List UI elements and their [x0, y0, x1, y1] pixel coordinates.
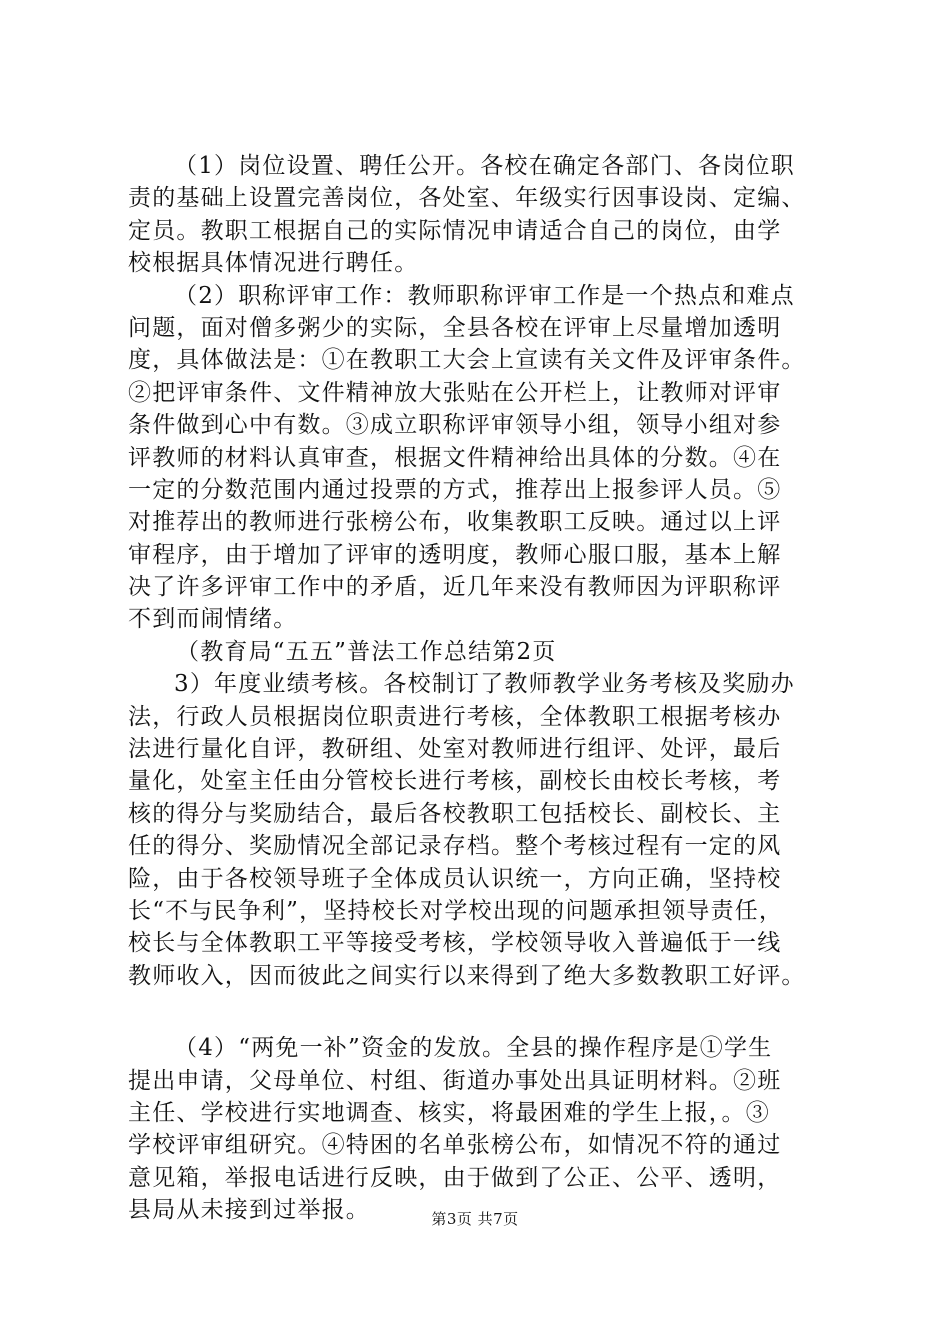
paragraph-line: 长“不与民争利”，坚持校长对学校出现的问题承担领导责任， [128, 897, 784, 924]
paragraph-subsidy-distribution [128, 1032, 844, 1226]
paragraph-line: 核的得分与奖励结合，最后各校教职工包括校长、副校长、主 [128, 800, 782, 827]
paragraph-line: 学校评审组研究。④特困的名单张榜公布，如情况不符的通过 [128, 1132, 782, 1159]
paragraph-line: 3）年度业绩考核。各校制订了教师教学业务考核及奖励办 [174, 671, 795, 698]
document-body [128, 150, 844, 1227]
paragraph-line: 定员。教职工根据自己的实际情况申请适合自己的岗位，由学 [128, 217, 782, 244]
paragraph-line: （1）岗位设置、聘任公开。各校在确定各部门、各岗位职 [174, 153, 795, 179]
paragraph-line: 一定的分数范围内通过投票的方式，推荐出上报参评人员。⑤ [128, 476, 782, 503]
paragraph-post-setting [128, 150, 844, 280]
paragraph-line: 责的基础上设置完善岗位，各处室、年级实行因事设岗、定编、 [128, 185, 806, 212]
paragraph-line: 校根据具体情况进行聘任。 [128, 250, 419, 277]
paragraph-line: 主任、学校进行实地调查、核实，将最困难的学生上报，。③ [128, 1099, 770, 1126]
paragraph-line: 决了许多评审工作中的矛盾，近几年来没有教师因为评职称评 [128, 574, 782, 601]
paragraph-line: 意见箱，举报电话进行反映，由于做到了公正、公平、透明， [128, 1164, 782, 1191]
paragraph-line: 量化，处室主任由分管校长进行考核，副校长由校长考核，考 [128, 768, 782, 795]
paragraph-line: （4）“两免一补”资金的发放。全县的操作程序是①学生 [174, 1035, 773, 1062]
paragraph-line: 提出申请，父母单位、村组、街道办事处出具证明材料。②班 [128, 1067, 782, 1094]
paragraph-line: 教师收入，因而彼此之间实行以来得到了绝大多数教职工好评。 [128, 962, 806, 989]
paragraph-performance-assessment [128, 668, 844, 992]
paragraph-spacer [128, 992, 844, 1032]
paragraph-line: ②把评审条件、文件精神放大张贴在公开栏上，让教师对评审 [128, 379, 782, 406]
paragraph-line: 校长与全体教职工平等接受考核，学校领导收入普遍低于一线 [128, 930, 782, 957]
paragraph-line: 问题，面对僧多粥少的实际，全县各校在评审上尽量增加透明 [128, 314, 782, 341]
paragraph-line: 险，由于各校领导班子全体成员认识统一，方向正确，坚持校 [128, 865, 782, 892]
paragraph-line: 评教师的材料认真审查，根据文件精神给出具体的分数。④在 [128, 444, 782, 471]
paragraph-line: 县局从未接到过举报。 [128, 1197, 370, 1224]
paragraph-title-review [128, 280, 844, 636]
paragraph-line: （2）职称评审工作：教师职称评审工作是一个热点和难点 [174, 282, 795, 309]
paragraph-line: 审程序，由于增加了评审的透明度，教师心服口服，基本上解 [128, 541, 782, 568]
paragraph-line: 任的得分、奖励情况全部记录存档。整个考核过程有一定的风 [128, 833, 782, 860]
paragraph-line: 对推荐出的教师进行张榜公布，收集教职工反映。通过以上评 [128, 509, 782, 536]
paragraph-line: 法，行政人员根据岗位职责进行考核，全体教职工根据考核办 [128, 703, 782, 730]
paragraph-line: 度，具体做法是：①在教职工大会上宣读有关文件及评审条件。 [128, 347, 806, 374]
paragraph-page-reference [128, 636, 844, 668]
paragraph-line: 法进行量化自评，教研组、处室对教师进行组评、处评，最后 [128, 736, 782, 763]
paragraph-line: 条件做到心中有数。③成立职称评审领导小组，领导小组对参 [128, 412, 782, 439]
page-number-footer: 第3页 共7页 [431, 1210, 519, 1228]
paragraph-line: （教育局“五五”普法工作总结第2页 [176, 638, 557, 665]
paragraph-line: 不到而闹情绪。 [128, 606, 298, 633]
